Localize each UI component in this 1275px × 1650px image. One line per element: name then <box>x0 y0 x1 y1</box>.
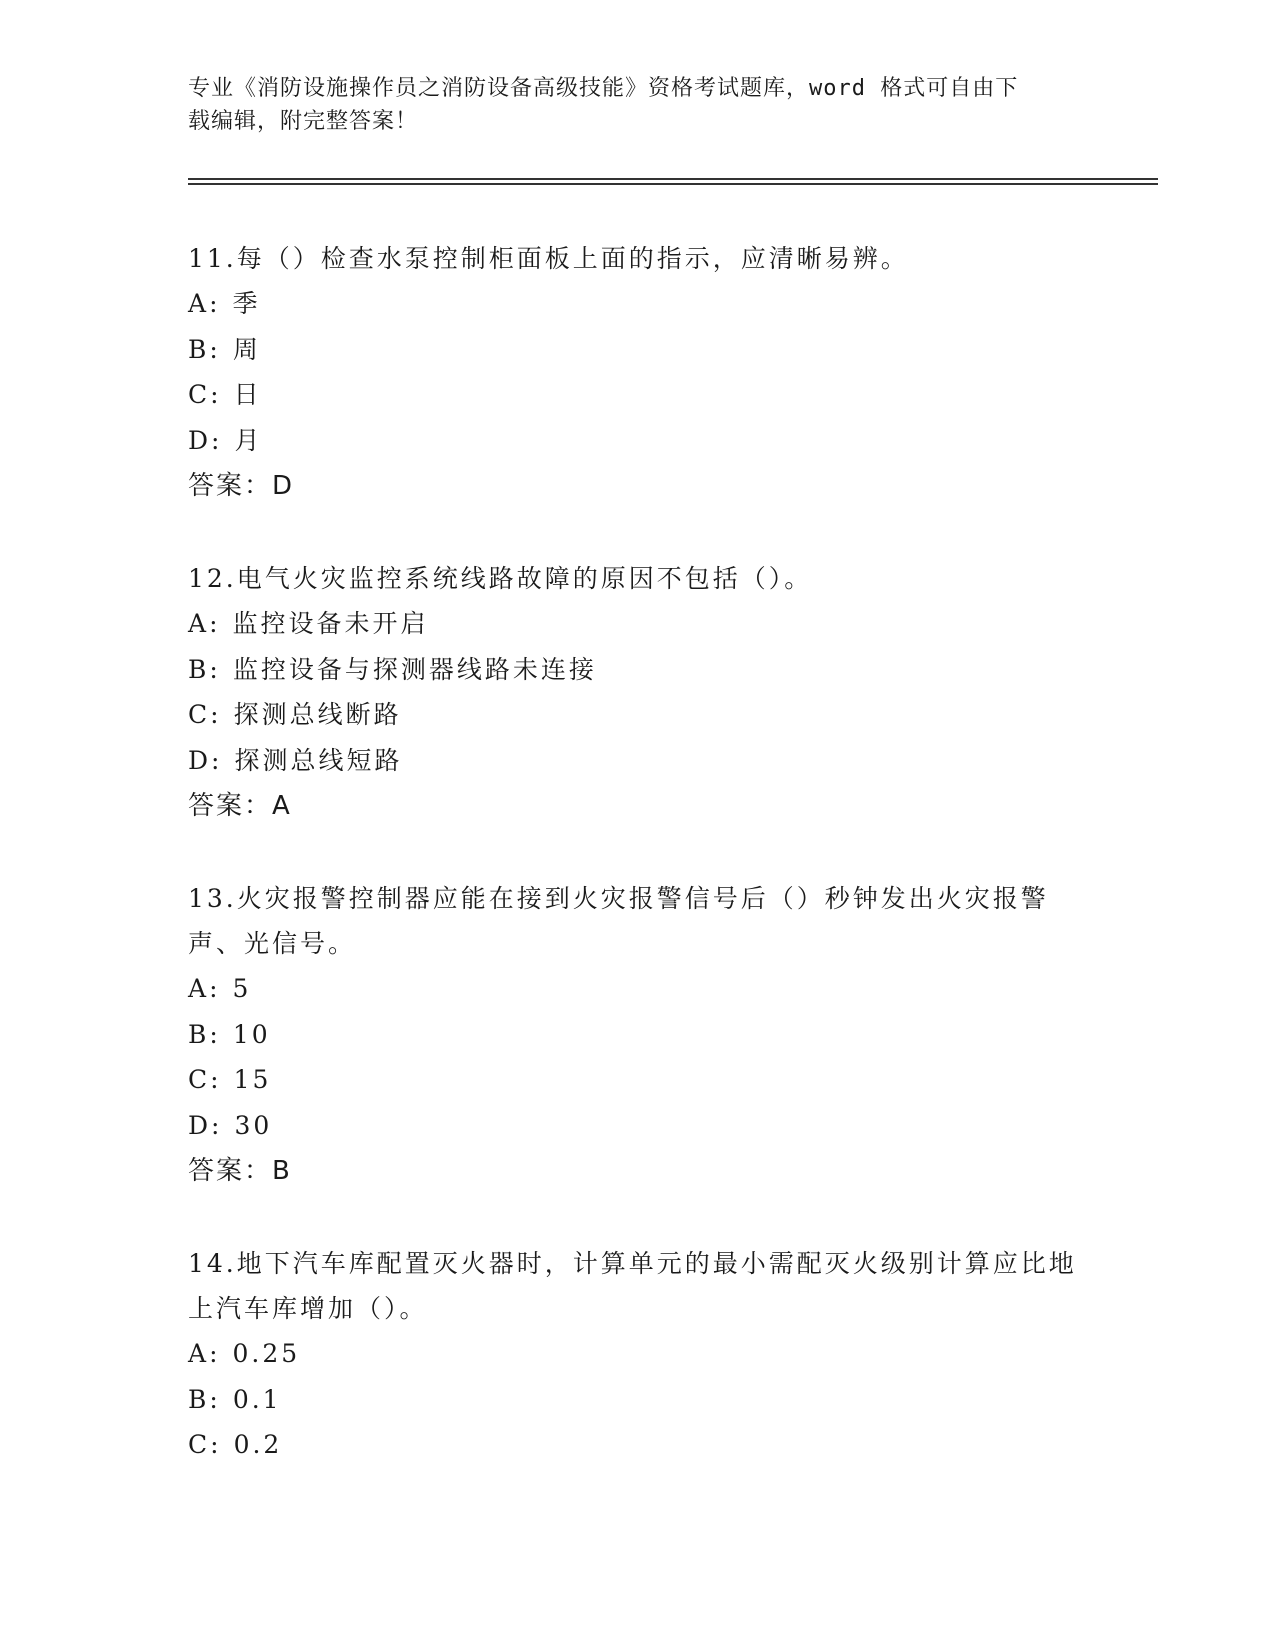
option-separator: : <box>210 380 222 409</box>
option-separator: : <box>211 1110 223 1140</box>
question-item <box>188 876 1088 1194</box>
option-text: 月 <box>234 425 263 455</box>
option-separator: : <box>209 334 221 364</box>
option-text: 监控设备未开启 <box>232 609 429 638</box>
answer-option <box>188 1331 1088 1377</box>
option-text: 探测总线断路 <box>233 700 402 729</box>
header-divider-bottom <box>188 183 1158 185</box>
option-letter: B <box>188 1019 210 1049</box>
option-letter: C <box>188 1430 211 1459</box>
answer-key: 答案：B <box>188 1156 292 1186</box>
answer-option <box>188 1103 1088 1149</box>
option-separator: : <box>209 974 221 1003</box>
option-letter: A <box>188 974 210 1003</box>
option-text: 15 <box>233 1065 272 1094</box>
question-item <box>188 1241 1088 1468</box>
answer-option <box>188 692 1088 738</box>
header-line-2: 载编辑，附完整答案！ <box>188 109 419 134</box>
answer-option <box>188 327 1088 373</box>
option-text: 0.25 <box>232 1339 301 1368</box>
question-stem: 14.地下汽车库配置灭火器时，计算单元的最小需配灭火级别计算应比地上汽车库增加（）。 <box>188 1249 1077 1323</box>
option-separator: : <box>211 425 223 455</box>
document-header <box>188 72 1068 138</box>
question-stem: 12.电气火灾监控系统线路故障的原因不包括（）。 <box>188 564 813 593</box>
option-separator: : <box>211 745 223 775</box>
question-item <box>188 556 1088 829</box>
option-separator: : <box>209 654 221 684</box>
header-line-1: 专业《消防设施操作员之消防设备高级技能》资格考试题库，word 格式可自由下 <box>188 76 1019 101</box>
option-letter: D <box>188 1110 212 1140</box>
answer-option <box>188 1422 1088 1468</box>
option-text: 监控设备与探测器线路未连接 <box>232 654 597 684</box>
option-separator: : <box>209 609 221 638</box>
option-letter: D <box>188 425 212 455</box>
answer-option <box>188 966 1088 1012</box>
option-text: 季 <box>232 289 261 318</box>
option-letter: C <box>188 1065 211 1094</box>
option-letter: D <box>188 745 212 775</box>
option-letter: B <box>188 654 210 684</box>
answer-option <box>188 372 1088 418</box>
option-text: 30 <box>234 1110 273 1140</box>
answer-option <box>188 281 1088 327</box>
option-separator: : <box>209 1019 221 1049</box>
question-stem: 11.每（）检查水泵控制柜面板上面的指示，应清晰易辨。 <box>188 244 909 273</box>
answer-option <box>188 601 1088 647</box>
header-divider-top <box>188 178 1158 180</box>
option-letter: A <box>188 609 210 638</box>
option-separator: : <box>210 1430 222 1459</box>
option-separator: : <box>210 1065 222 1094</box>
answer-option <box>188 647 1088 693</box>
answer-key: 答案：D <box>188 471 295 501</box>
option-text: 0.1 <box>232 1384 282 1414</box>
answer-option <box>188 1057 1088 1103</box>
option-separator: : <box>210 700 222 729</box>
question-stem: 13.火灾报警控制器应能在接到火灾报警信号后（）秒钟发出火灾报警声、光信号。 <box>188 884 1049 958</box>
question-item <box>188 236 1088 509</box>
answer-option <box>188 1377 1088 1423</box>
option-letter: C <box>188 380 211 409</box>
option-letter: A <box>188 289 210 318</box>
option-text: 日 <box>233 380 262 409</box>
option-letter: B <box>188 334 210 364</box>
option-text: 探测总线短路 <box>234 745 403 775</box>
answer-key: 答案：A <box>188 791 292 821</box>
option-letter: A <box>188 1339 210 1368</box>
option-text: 0.2 <box>233 1430 283 1459</box>
option-separator: : <box>209 289 221 318</box>
option-letter: C <box>188 700 211 729</box>
answer-option <box>188 738 1088 784</box>
option-text: 5 <box>232 974 252 1003</box>
answer-option <box>188 1012 1088 1058</box>
option-text: 10 <box>232 1019 271 1049</box>
option-letter: B <box>188 1384 210 1414</box>
question-list <box>188 236 1088 1515</box>
option-text: 周 <box>232 334 261 364</box>
option-separator: : <box>209 1339 221 1368</box>
option-separator: : <box>209 1384 221 1414</box>
answer-option <box>188 418 1088 464</box>
